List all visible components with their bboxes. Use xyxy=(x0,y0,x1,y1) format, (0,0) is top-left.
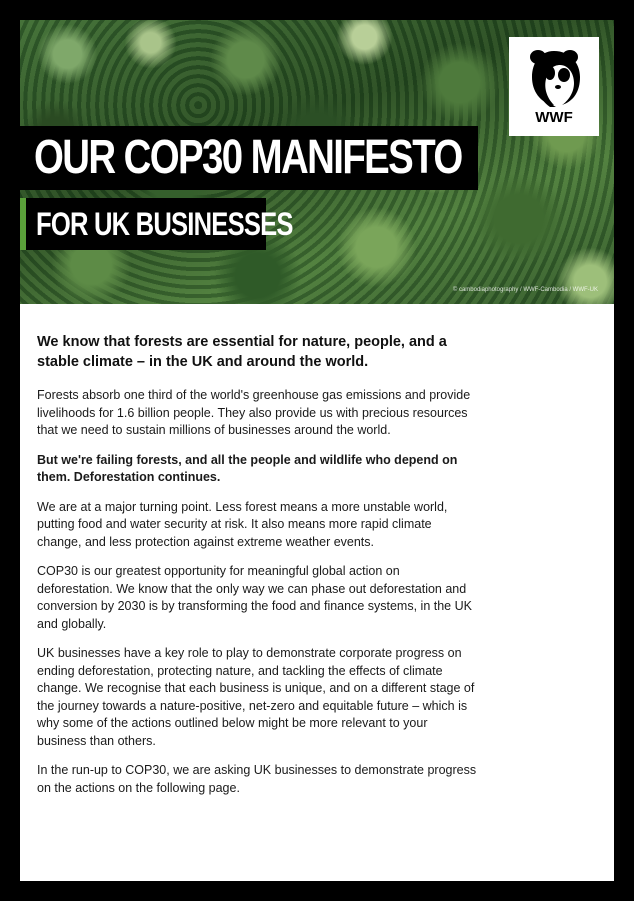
paragraph-failing-forests: But we're failing forests, and all the people and wildlife who depend on them. Deforestation continues. xyxy=(37,452,458,484)
manifesto-page xyxy=(20,20,614,881)
paragraph-forests: Forests absorb one third of the world's greenhouse gas emissions and provide livelihoods for 1.6 billion people. They also provide us with precious resources that we need to sustain millions of businesses around the world. xyxy=(37,388,471,437)
title-banner xyxy=(20,126,478,190)
paragraph-cop30: COP30 is our greatest opportunity for meaningful global action on deforestation. We know that the only way we can phase out deforestation and conversion by 2030 is by transforming the food and finance systems, in the UK and globally. xyxy=(37,564,472,631)
page-subtitle: FOR UK BUSINESSES xyxy=(36,206,293,242)
lead-statement: We know that forests are essential for nature, people, and a stable climate – in the UK and around the world. xyxy=(37,334,447,370)
body-content xyxy=(37,332,477,809)
wwf-logo-text: WWF xyxy=(535,109,573,126)
photo-credit: © cambodiaphotography / WWF-Cambodia / WWF-UK xyxy=(452,287,598,293)
forest-hero-image xyxy=(20,20,614,304)
page-title: OUR COP30 MANIFESTO xyxy=(34,131,462,184)
paragraph-run-up: In the run-up to COP30, we are asking UK businesses to demonstrate progress on the actions on the following page. xyxy=(37,763,477,795)
wwf-logo xyxy=(509,37,599,136)
panda-icon xyxy=(524,47,584,109)
paragraph-turning-point: We are at a major turning point. Less forest means a more unstable world, putting food and water security at risk. It also means more rapid climate change, and less protection against extreme weather events. xyxy=(37,499,448,549)
paragraph-uk-businesses: UK businesses have a key role to play to demonstrate corporate progress on ending deforestation, protecting nature, and tackling the effects of climate change. We recognise that each business is unique, and on a different stage of the journey towards a nature-positive, net-zero and equitable future – which is why some of the actions outlined below might be more relevant to your business than others. xyxy=(37,646,475,748)
subtitle-banner xyxy=(20,198,293,250)
subtitle-accent-bar xyxy=(20,198,26,250)
